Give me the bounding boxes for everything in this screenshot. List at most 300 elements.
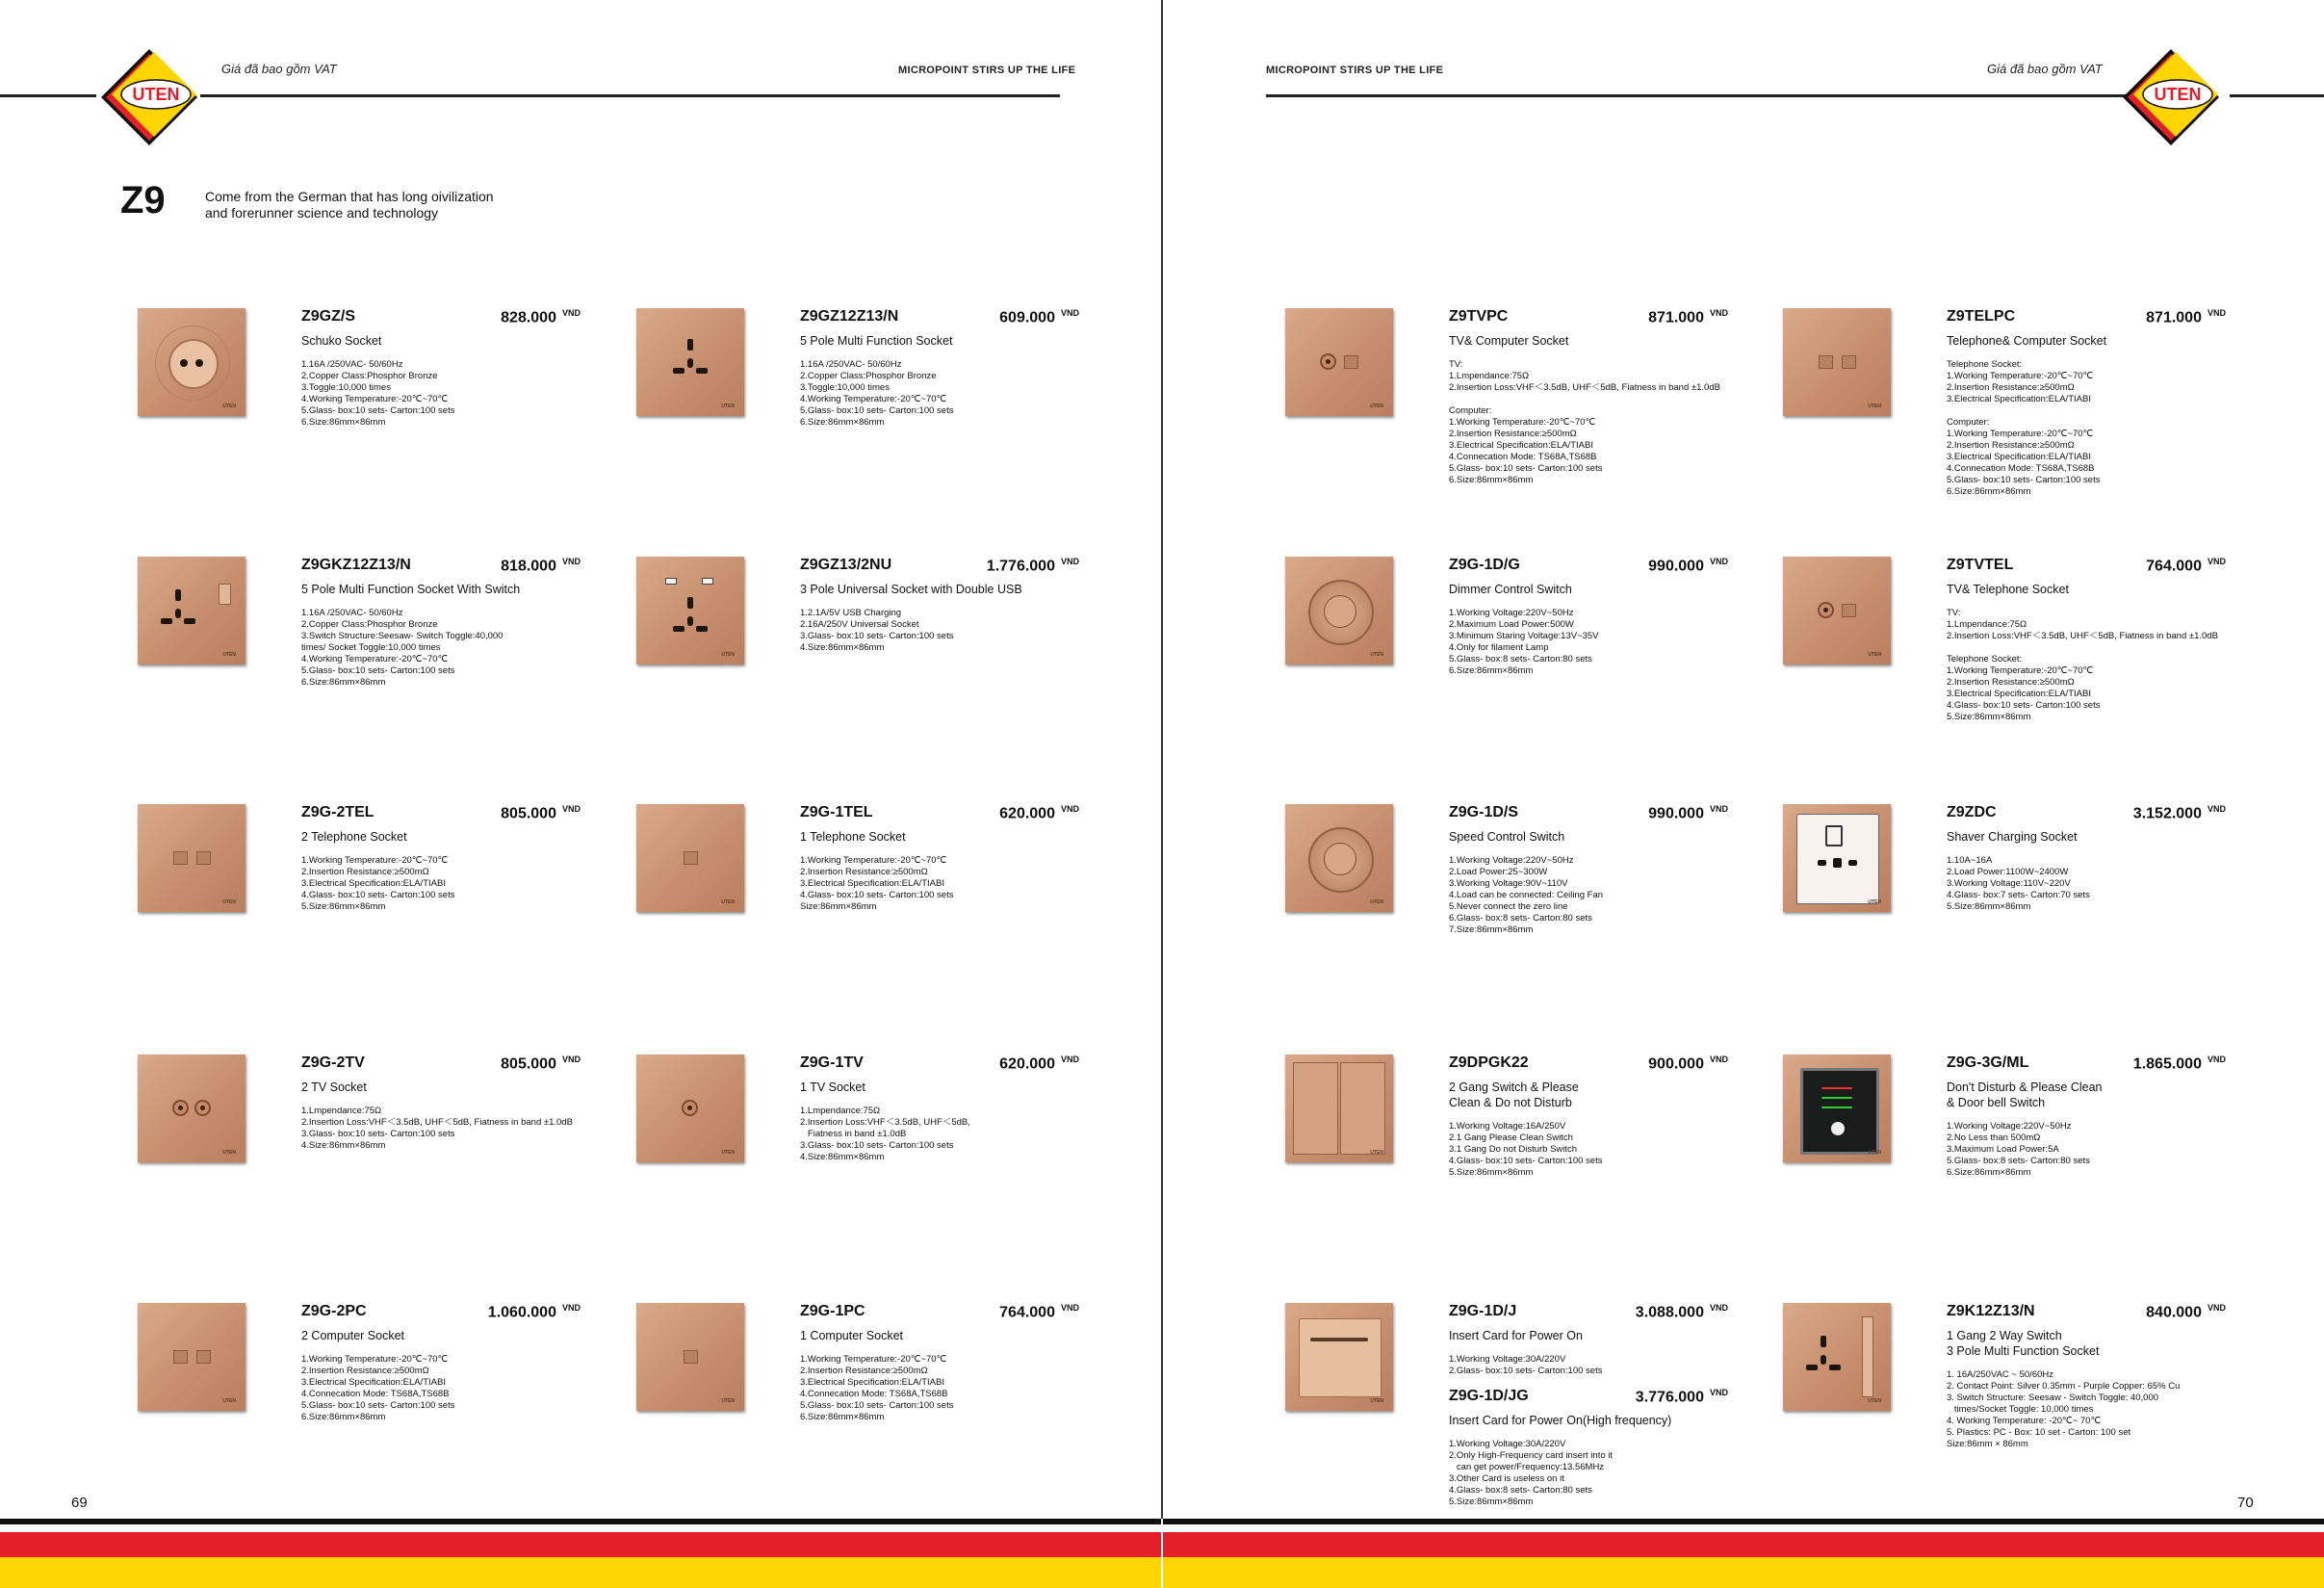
spec-line: 2.Only High-Frequency card insert into it (1449, 1450, 1614, 1461)
spec-line: 2.1 Gang Please Clean Switch (1449, 1132, 1573, 1143)
intro-line-1: Come from the German that has long oivilization (205, 189, 494, 204)
product-specs (800, 1106, 970, 1163)
spec-line: 6.Size:86mm×86mm (800, 417, 885, 428)
price-currency: VND (1709, 1388, 1728, 1397)
spec-line: 5.Size:86mm×86mm (1947, 901, 2031, 912)
spec-line: 1.16A /250VAC- 50/60Hz (800, 359, 902, 370)
product-price (999, 1054, 1079, 1073)
spec-line: 2.Insertion Resistance:≥500mΩ (800, 1366, 928, 1376)
brand-mark: UTEN (1868, 652, 1881, 658)
spec-line: 4.Glass- box:10 sets- Carton:100 sets (1449, 1156, 1603, 1166)
product-code: Z9G-2TV (301, 1054, 365, 1071)
product-name: 1 Telephone Socket (800, 830, 906, 844)
card-switch-icon (1285, 1303, 1393, 1411)
card-opening (1310, 1338, 1368, 1341)
tv-socket-icon (636, 1054, 744, 1162)
product-price (2133, 804, 2226, 822)
socket-hole (687, 339, 693, 351)
price-currency: VND (1709, 804, 1728, 814)
price-value: 3.088.000 (1635, 1304, 1704, 1321)
led-green (1821, 1097, 1852, 1099)
product-specs (1947, 1369, 2180, 1450)
price-value: 805.000 (501, 1055, 556, 1073)
spec-line: 3.Electrical Specification:ELA/TIABI (1947, 452, 2091, 462)
product-price (501, 804, 581, 822)
spec-line: 2.Load Power:1100W~2400W (1947, 867, 2069, 877)
product-code: Z9ZDC (1947, 804, 1997, 820)
price-currency: VND (561, 308, 581, 318)
uten-logo-icon (2118, 44, 2224, 150)
spec-line: 5.Glass- box:10 sets- Carton:100 sets (301, 665, 455, 676)
series-title: Z9 (120, 179, 166, 221)
price-currency: VND (561, 1054, 581, 1064)
spec-line: 6.Size:86mm×86mm (1947, 1167, 2031, 1178)
spec-line: 4.Size:86mm×86mm (301, 1140, 386, 1151)
product-code: Z9G-2TEL (301, 804, 374, 820)
spec-line: 5.Glass- box:10 sets- Carton:100 sets (301, 405, 455, 416)
socket-hole (1820, 1336, 1826, 1347)
header-rule-right (200, 94, 1060, 97)
socket-hole (696, 368, 708, 374)
spec-line: 3.Electrical Specification:ELA/TIABI (301, 878, 446, 889)
spec-line: 7.Size:86mm×86mm (1449, 924, 1534, 935)
product-code: Z9GZ12Z13/N (800, 308, 899, 325)
spec-line: 2.Insertion Loss:VHF＜3.5dB, UHF＜5dB, Fiatness in band ±1.0dB (301, 1117, 573, 1128)
socket-hole (1806, 1365, 1818, 1370)
port (1842, 355, 1856, 369)
tagline: MICROPOINT STIRS UP THE LIFE (898, 65, 1076, 76)
spec-line: times/ Socket Toggle:10,000 times (301, 642, 441, 653)
spec-line: 4.Working Temperature:-20℃~70℃ (800, 394, 947, 404)
socket-hole (673, 626, 684, 632)
product-specs (800, 1354, 953, 1423)
product-price (2133, 1054, 2226, 1073)
product-price (2146, 308, 2226, 326)
page-number-left: 69 (71, 1495, 88, 1511)
spec-line: 2.Insertion Resistance:≥500mΩ (301, 867, 429, 877)
price-value: 1.865.000 (2132, 1055, 2202, 1073)
spec-line: 4.Working Temperature:-20℃~70℃ (301, 654, 449, 664)
price-value: 1.060.000 (487, 1304, 556, 1321)
spec-line: 3.Minimum Staring Voltage:13V~35V (1449, 631, 1599, 641)
product-name: 2 TV Socket (301, 1080, 367, 1094)
spec-line: 5.Never connect the zero line (1449, 901, 1568, 912)
spec-line: 2.Insertion Resistance:≥500mΩ (1947, 677, 2075, 688)
spec-line (1947, 405, 2100, 417)
spec-line: 1.Working Voltage:220V~50Hz (1947, 1121, 2072, 1132)
rocker-switch (219, 584, 231, 605)
price-currency: VND (1060, 1054, 1079, 1064)
spec-line: 3.Electrical Specification:ELA/TIABI (301, 1377, 446, 1388)
spec-line: 4.Glass- box:10 sets- Carton:100 sets (800, 890, 954, 900)
double-computer-socket-icon (138, 1303, 245, 1411)
shaver-symbol (1825, 825, 1843, 846)
socket-hole (1829, 1365, 1841, 1370)
spec-line: 4.Glass- box:7 sets- Carton:70 sets (1947, 890, 2090, 900)
product-price (488, 1303, 581, 1321)
shaver-hole (1848, 860, 1857, 866)
price-currency: VND (1709, 1303, 1728, 1313)
product-price (1648, 804, 1728, 822)
product-code: Z9G-3G/ML (1947, 1054, 2029, 1071)
brand-mark: UTEN (1370, 1398, 1383, 1404)
spec-line: 3.Glass- box:10 sets- Carton:100 sets (800, 1140, 954, 1151)
spec-line: 2.Insertion Loss:VHF＜3.5dB, UHF＜5dB, (800, 1117, 970, 1128)
product-specs (1449, 359, 1720, 486)
price-value: 871.000 (2146, 309, 2202, 326)
spec-line: 1.2.1A/5V USB Charging (800, 608, 902, 618)
spec-line: 5.Glass- box:10 sets- Carton:100 sets (800, 1400, 954, 1411)
vat-note: Giá đã bao gồm VAT (221, 62, 337, 76)
spec-line: 1.Working Temperature:-20℃~70℃ (301, 1354, 449, 1365)
product-name: 1 TV Socket (800, 1080, 865, 1094)
spec-line: 4.Only for filament Lamp (1449, 642, 1549, 653)
socket-hole (687, 616, 693, 626)
spec-line: 1.Working Temperature:-20℃~70℃ (1947, 665, 2094, 676)
dimmer-switch-icon (1285, 557, 1393, 664)
price-value: 764.000 (2146, 558, 2202, 575)
product-code: Z9GKZ12Z13/N (301, 557, 411, 573)
product-code: Z9G-1TV (800, 1054, 864, 1071)
spec-line: 1.Working Temperature:-20℃~70℃ (301, 855, 449, 866)
product-code: Z9GZ13/2NU (800, 557, 892, 573)
brand-mark: UTEN (1868, 899, 1881, 905)
spec-line: 5.Glass- box:10 sets- Carton:100 sets (1449, 463, 1603, 474)
spec-line: 2.No Less than 500mΩ (1947, 1132, 2041, 1143)
spec-line: 1.Working Temperature:-20℃~70℃ (1947, 371, 2094, 381)
intro-line-2: and forerunner science and technology (205, 205, 439, 221)
page-number-right: 70 (2237, 1495, 2254, 1511)
product-name: Insert Card for Power On(High frequency) (1449, 1414, 1672, 1427)
product-name: 3 Pole Universal Socket with Double USB (800, 583, 1022, 596)
product-price (1636, 1303, 1728, 1321)
product-card (1285, 1054, 1728, 1276)
spec-line: 2.Copper Class:Phosphor Bronze (800, 371, 937, 381)
spec-line: 1. 16A/250VAC ~ 50/60Hz (1947, 1369, 2053, 1380)
card-slot (1299, 1318, 1381, 1397)
product-card (1285, 308, 1728, 530)
port (173, 851, 188, 865)
spec-line: 1.16A /250VAC- 50/60Hz (301, 608, 403, 618)
price-currency: VND (1060, 1303, 1079, 1313)
spec-line: 1.Working Voltage:220V~50Hz (1449, 855, 1574, 866)
double-telephone-socket-icon (138, 804, 245, 912)
product-code: Z9G-1D/S (1449, 804, 1519, 820)
product-code: Z9TVPC (1449, 308, 1509, 325)
product-specs (1947, 855, 2090, 913)
price-value: 3.152.000 (2132, 805, 2202, 822)
spec-line (1449, 394, 1720, 405)
price-currency: VND (1060, 804, 1079, 814)
spec-line: 3.Electrical Specification:ELA/TIABI (800, 878, 944, 889)
product-specs (301, 608, 503, 689)
product-card (636, 1303, 1079, 1524)
spec-line: 1.Working Voltage:16A/250V (1449, 1121, 1566, 1132)
spec-line: 2.Copper Class:Phosphor Bronze (301, 619, 438, 630)
led-green (1821, 1106, 1852, 1108)
brand-mark: UTEN (222, 1398, 236, 1404)
product-specs (1449, 608, 1599, 677)
spec-line: 5.Glass- box:8 sets- Carton:80 sets (1947, 1156, 2090, 1166)
price-currency: VND (1060, 557, 1079, 566)
spec-line: 3.Switch Structure:Seesaw- Switch Toggle:40,000 (301, 631, 504, 641)
product-price (1636, 1388, 1728, 1406)
switch-right (1340, 1062, 1385, 1155)
schuko-socket-icon (138, 308, 245, 416)
spec-line: 2.Glass- box:10 sets- Carton:100 sets (1449, 1366, 1603, 1376)
svg-text:UTEN: UTEN (132, 85, 180, 104)
port (196, 851, 211, 865)
product-code: Z9TVTEL (1947, 557, 2014, 573)
stripe-split (1161, 1519, 1163, 1588)
product-name: Schuko Socket (301, 334, 382, 348)
telephone-socket-icon (636, 804, 744, 912)
spec-line: 4. Working Temperature: -20℃~ 70℃ (1947, 1416, 2102, 1426)
price-value: 3.776.000 (1635, 1389, 1704, 1406)
product-code: Z9G-1D/J (1449, 1303, 1517, 1319)
socket-hole (687, 358, 693, 368)
spec-line: 5.Size:86mm×86mm (1947, 712, 2031, 722)
price-currency: VND (2207, 557, 2226, 566)
spec-line: 6.Size:86mm×86mm (1449, 665, 1534, 676)
spec-line: 2. Contact Point: Silver 0.35mm - Purple Copper: 65% Cu (1947, 1381, 2181, 1392)
spec-line: Telephone Socket: (1947, 359, 2023, 370)
socket-hole (161, 618, 172, 624)
brand-mark: UTEN (1868, 1398, 1881, 1404)
spec-line: 4.Connecation Mode: TS68A,TS68B (1947, 463, 2095, 474)
socket-hole (687, 597, 693, 609)
spec-line: 2.Insertion Loss:VHF＜3.5dB, UHF＜5dB, Fiatness in band ±1.0dB (1947, 631, 2218, 641)
spec-line: 1.Lmpendance:75Ω (301, 1106, 382, 1116)
product-price (999, 804, 1079, 822)
product-card (138, 1303, 581, 1524)
price-value: 805.000 (501, 805, 556, 822)
price-value: 609.000 (999, 309, 1055, 326)
computer-socket-icon (636, 1303, 744, 1411)
spec-line: 4.Glass- box:10 sets- Carton:100 sets (1947, 700, 2101, 711)
product-card (1783, 308, 2226, 530)
product-name: 5 Pole Multi Function Socket With Switch (301, 583, 521, 596)
bell-button (1831, 1122, 1845, 1135)
vat-note: Giá đã bao gồm VAT (1987, 62, 2103, 76)
header-rule-left (1266, 94, 2126, 97)
product-code: Z9DPGK22 (1449, 1054, 1529, 1071)
price-currency: VND (1060, 308, 1079, 318)
product-price (2146, 1303, 2226, 1321)
tv-computer-socket-icon (1285, 308, 1393, 416)
price-value: 840.000 (2146, 1304, 2202, 1321)
brand-mark: UTEN (1868, 404, 1881, 409)
product-name: Shaver Charging Socket (1947, 830, 2078, 844)
socket-hole (673, 368, 684, 374)
brand-mark: UTEN (721, 1398, 735, 1404)
brand-mark: UTEN (222, 404, 236, 409)
product-specs (1449, 1439, 1613, 1508)
spec-line: 6.Size:86mm×86mm (800, 1412, 885, 1422)
usb-port (702, 578, 713, 585)
tv-port (1320, 353, 1336, 370)
spec-line: 4.Glass- box:10 sets- Carton:100 sets (301, 890, 455, 900)
spec-line: TV: (1947, 608, 1961, 618)
product-card (138, 308, 581, 530)
spec-line: 1.Working Voltage:220V~50Hz (1449, 608, 1574, 618)
spec-line: 5.Glass- box:10 sets- Carton:100 sets (1947, 475, 2101, 485)
spec-line: 4.Load can be connected: Ceiling Fan (1449, 890, 1604, 900)
spec-line: 2.Insertion Resistance:≥500mΩ (1947, 440, 2075, 451)
spec-line: Size:86mm × 86mm (1947, 1439, 2028, 1449)
product-code: Z9G-1D/JG (1449, 1388, 1529, 1404)
multi-function-socket-icon (636, 308, 744, 416)
product-specs (800, 855, 953, 913)
product-name: 5 Pole Multi Function Socket (800, 334, 953, 348)
product-card (636, 557, 1079, 778)
spec-line: 2.16A/250V Universal Socket (800, 619, 919, 630)
price-value: 620.000 (999, 1055, 1055, 1073)
spec-line: 1.Lmpendance:75Ω (1449, 371, 1530, 381)
port (1842, 604, 1856, 617)
price-currency: VND (1709, 1054, 1728, 1064)
product-price (2146, 557, 2226, 575)
spec-line: 2.Insertion Resistance:≥500mΩ (1947, 382, 2075, 393)
spec-line: 2.Insertion Resistance:≥500mΩ (800, 867, 928, 877)
product-price (501, 1054, 581, 1073)
spec-line: 1.16A /250VAC- 50/60Hz (301, 359, 403, 370)
usb-socket-icon (636, 557, 744, 664)
spec-line: 5.Size:86mm×86mm (301, 901, 386, 912)
price-currency: VND (2207, 1054, 2226, 1064)
product-card (1783, 1054, 2226, 1276)
spec-line: TV: (1449, 359, 1463, 370)
svg-text:UTEN: UTEN (2154, 85, 2202, 104)
socket-hole (696, 626, 708, 632)
port (196, 1350, 211, 1364)
port (173, 1350, 188, 1364)
spec-line: 1.Working Voltage:30A/220V (1449, 1439, 1566, 1449)
price-value: 900.000 (1648, 1055, 1704, 1073)
spec-line: Computer: (1947, 417, 1990, 428)
socket-hole (175, 609, 181, 618)
spec-line: 1.Working Temperature:-20℃~70℃ (1449, 417, 1596, 428)
product-specs (301, 855, 454, 913)
spec-line: 1.Working Temperature:-20℃~70℃ (800, 1354, 947, 1365)
product-card (138, 557, 581, 778)
spec-line: 1.Working Voltage:30A/220V (1449, 1354, 1566, 1365)
spec-line: 4.Connecation Mode: TS68A,TS68B (1449, 452, 1597, 462)
product-name: TV& Telephone Socket (1947, 583, 2069, 596)
product-price (1648, 1054, 1728, 1073)
spec-line: Telephone Socket: (1947, 654, 2023, 664)
spec-line: 1.Working Temperature:-20℃~70℃ (800, 855, 947, 866)
tv-port (194, 1100, 211, 1116)
product-price (1648, 308, 1728, 326)
spec-line: 2.Insertion Resistance:≥500mΩ (1449, 429, 1577, 439)
brand-mark: UTEN (1370, 899, 1383, 905)
brand-mark: UTEN (721, 404, 735, 409)
shaver-hole (1818, 860, 1826, 866)
price-currency: VND (2207, 804, 2226, 814)
spec-line: 5.Glass- box:10 sets- Carton:100 sets (800, 405, 954, 416)
brand-mark: UTEN (721, 1150, 735, 1156)
product-name: 1 Gang 2 Way Switch 3 Pole Multi Function Socket (1947, 1329, 2100, 1358)
port (1344, 355, 1358, 369)
spec-line: 1.10A~16A (1947, 855, 1993, 866)
product-card (1285, 804, 1728, 1026)
spec-line: 3.Maximum Load Power:5A (1947, 1144, 2059, 1155)
product-price (1648, 557, 1728, 575)
series-intro (205, 189, 571, 221)
spec-line: 6.Size:86mm×86mm (1449, 475, 1534, 485)
spec-line: 3.Electrical Specification:ELA/TIABI (1449, 440, 1593, 451)
header-rule-right (2230, 94, 2324, 97)
product-name: Don't Disturb & Please Clean & Door bell Switch (1947, 1080, 2103, 1109)
product-code: Z9G-1D/G (1449, 557, 1520, 573)
product-card (1285, 1303, 1728, 1524)
product-card (138, 1054, 581, 1276)
double-tv-socket-icon (138, 1054, 245, 1162)
spec-line: 3.Glass- box:10 sets- Carton:100 sets (301, 1129, 455, 1139)
switch-left (1293, 1062, 1338, 1155)
product-price (999, 1303, 1079, 1321)
product-code: Z9TELPC (1947, 308, 2016, 325)
product-specs (1449, 1354, 1602, 1377)
product-code: Z9G-1TEL (800, 804, 873, 820)
price-value: 828.000 (501, 309, 556, 326)
spec-line: 6.Glass- box:8 sets- Carton:80 sets (1449, 913, 1592, 924)
brand-mark: UTEN (1370, 1150, 1383, 1156)
price-value: 990.000 (1648, 805, 1704, 822)
indicator-panel (1800, 1068, 1879, 1155)
spec-line: 3.Working Voltage:90V~110V (1449, 878, 1568, 889)
spec-line: 3.Electrical Specification:ELA/TIABI (800, 1377, 944, 1388)
knob (1324, 595, 1356, 628)
product-specs (1947, 608, 2218, 723)
spec-line: 5. Plastics: PC - Box: 10 set - Carton: 100 set (1947, 1427, 2131, 1438)
spec-line: 3.Other Card is useless on it (1449, 1473, 1564, 1484)
product-name: TV& Computer Socket (1449, 334, 1569, 348)
spec-line: 4.Size:86mm×86mm (800, 1152, 885, 1162)
product-name: Speed Control Switch (1449, 830, 1565, 844)
socket-hole (175, 589, 181, 601)
spec-line: 2.Maximum Load Power:500W (1449, 619, 1574, 630)
brand-mark: UTEN (1370, 652, 1383, 658)
socket-hole (184, 618, 195, 624)
product-name: Insert Card for Power On (1449, 1329, 1583, 1342)
spec-line: times/Socket Toggle: 10,000 times (1947, 1404, 2094, 1415)
product-card (1783, 1303, 2226, 1524)
product-specs (301, 359, 454, 429)
spec-line: 4.Glass- box:8 sets- Carton:80 sets (1449, 1485, 1592, 1496)
product-card (636, 308, 1079, 530)
tagline: MICROPOINT STIRS UP THE LIFE (1266, 65, 1444, 76)
price-value: 871.000 (1648, 309, 1704, 326)
spec-line: 2.Insertion Resistance:≥500mΩ (301, 1366, 429, 1376)
product-name: 1 Computer Socket (800, 1329, 903, 1342)
port (684, 851, 698, 865)
spec-line: 3.1 Gang Do not Disturb Switch (1449, 1144, 1578, 1155)
spec-line: 5.Size:86mm×86mm (1449, 1167, 1534, 1178)
price-currency: VND (2207, 1303, 2226, 1313)
product-specs (1449, 855, 1603, 936)
brand-mark: UTEN (222, 1150, 236, 1156)
product-specs (1449, 1121, 1602, 1179)
doorbell-panel-icon (1783, 1054, 1891, 1162)
spec-line: 2.Load Power:25~300W (1449, 867, 1548, 877)
spec-line: 5.Glass- box:8 sets- Carton:80 sets (1449, 654, 1592, 664)
spec-line: 4.Connecation Mode: TS68A,TS68B (800, 1389, 948, 1399)
switch-socket-combo-icon (1783, 1303, 1891, 1411)
multi-function-socket-switch-icon (138, 557, 245, 664)
spec-line: 6.Size:86mm×86mm (1947, 486, 2031, 497)
